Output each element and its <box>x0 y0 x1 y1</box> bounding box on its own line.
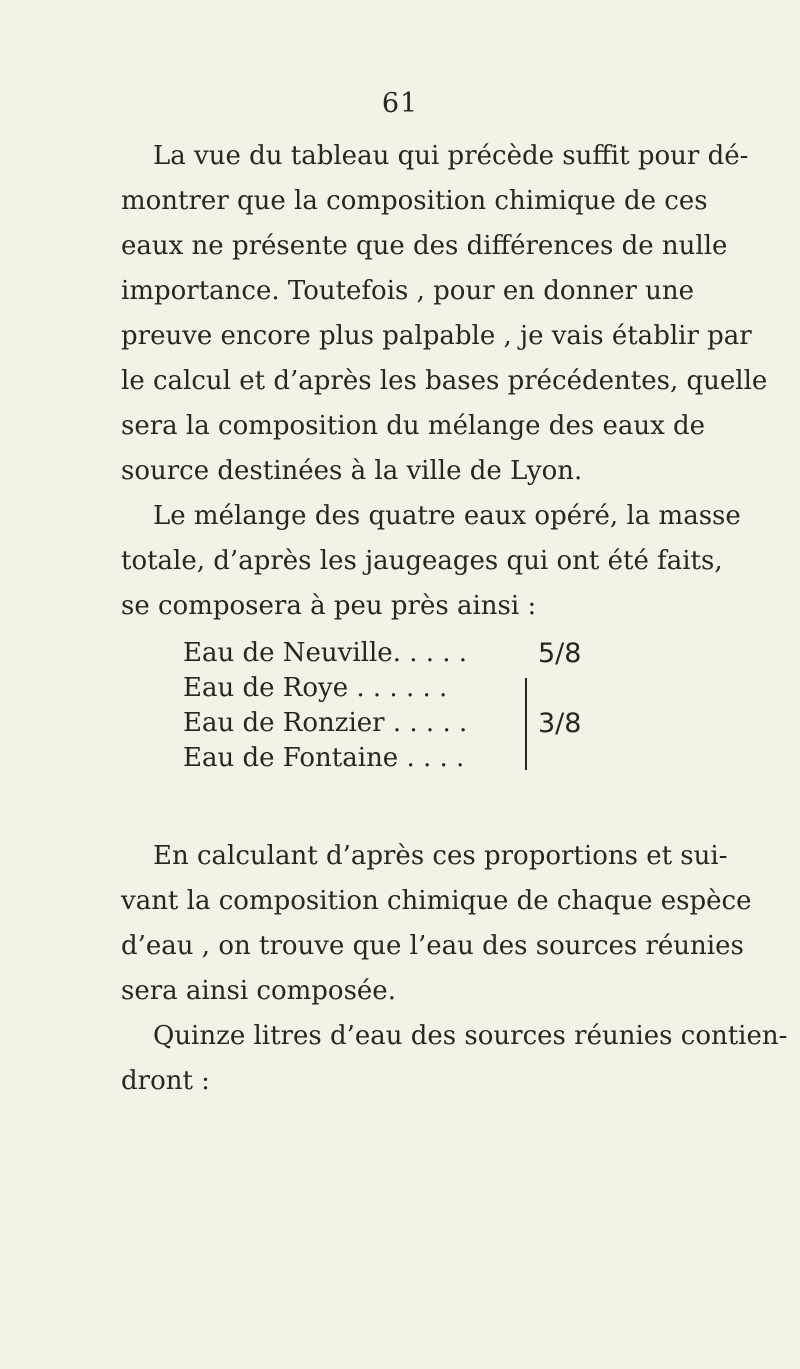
text-line: Le mélange des quatre eaux opéré, la masse <box>153 501 741 531</box>
text-line: sera ainsi composée. <box>121 976 396 1006</box>
table-row: Eau de Fontaine . . . . <box>183 743 465 773</box>
table-row: Eau de Ronzier . . . . . <box>183 708 468 738</box>
text-line: En calculant d’après ces proportions et sui- <box>153 841 728 871</box>
text-line: dront : <box>121 1066 210 1096</box>
text-line: montrer que la composition chimique de ces <box>121 186 708 216</box>
brace <box>511 678 527 770</box>
page-number: 61 <box>381 88 419 119</box>
text-line: vant la composition chimique de chaque espèce <box>121 886 752 916</box>
fraction-neuville: 5/8 <box>538 638 582 669</box>
text-line: sera la composition du mélange des eaux de <box>121 411 706 441</box>
text-line: se composera à peu près ainsi : <box>121 591 537 621</box>
text-line: totale, d’après les jaugeages qui ont été faits, <box>121 546 723 576</box>
table-row: Eau de Neuville. . . . . <box>183 638 468 668</box>
fraction-others: 3/8 <box>538 708 582 739</box>
text-line: source destinées à la ville de Lyon. <box>121 456 583 486</box>
text-line: La vue du tableau qui précède suffit pour dé- <box>153 141 749 171</box>
table-row: Eau de Roye . . . . . . <box>183 673 448 703</box>
text-line: eaux ne présente que des différences de nulle <box>121 231 728 261</box>
text-line: preuve encore plus palpable , je vais établir par <box>121 321 752 351</box>
text-line: Quinze litres d’eau des sources réunies contien- <box>153 1021 788 1051</box>
text-line: importance. Toutefois , pour en donner une <box>121 276 695 306</box>
text-line: d’eau , on trouve que l’eau des sources réunies <box>121 931 744 961</box>
text-line: le calcul et d’après les bases précédentes, quelle <box>121 366 768 396</box>
